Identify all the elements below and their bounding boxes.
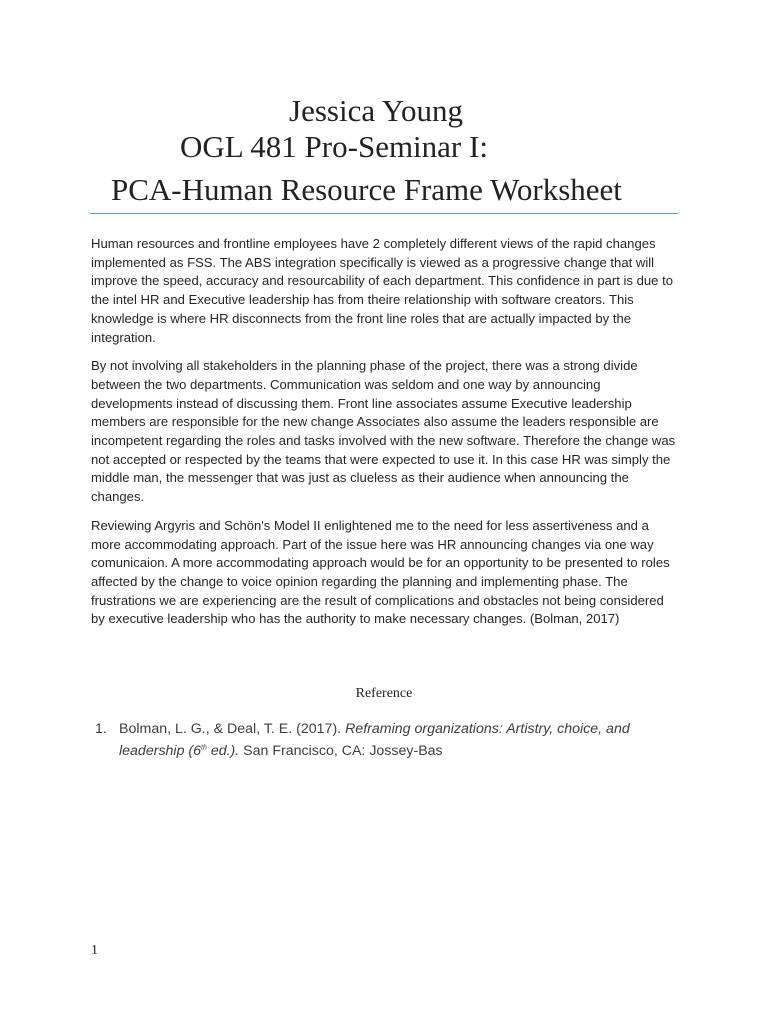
body-paragraph: Human resources and frontline employees have 2 completely different views of the rapid changes implemented as FSS. The ABS integration specifically is viewed as a progressive change that will improve the speed, accuracy and resourcability of each department. This confidence in part is due to the intel HR and Executive leadership has from theire relationship with software creators. This knowledge is where HR disconnects from the front line roles that are actually impacted by the integration.: [91, 236, 674, 345]
reference-edition: ed.).: [206, 743, 240, 759]
reference-publisher: San Francisco, CA: Jossey-Bas: [239, 743, 443, 759]
page-number: 1: [91, 943, 98, 958]
author-name: Jessica Young: [289, 93, 463, 128]
course-title: OGL 481 Pro-Seminar I:: [180, 129, 488, 164]
reference-list: [95, 718, 655, 762]
worksheet-title: PCA-Human Resource Frame Worksheet: [111, 172, 622, 207]
reference-edition-superscript: th: [201, 744, 207, 752]
reference-number: 1.: [95, 721, 107, 737]
body-paragraph: By not involving all stakeholders in the planning phase of the project, there was a strong divide between the two departments. Communication was seldom and one way by announcing developments instead of discussing them. Front line associates assume Executive leadership members are responsible for the new change Associates also assume the leaders responsible are incompetent regarding the roles and tasks involved with the new software. Therefore the change was not accepted or respected by the teams that were expected to use it. In this case HR was simply the middle man, the messenger that was just as clueless as their audience when announcing the changes.: [91, 358, 676, 505]
title-divider: [90, 213, 678, 214]
reference-authors: Bolman, L. G., & Deal, T. E. (2017).: [119, 721, 346, 737]
reference-item: [95, 718, 655, 762]
body-text: [91, 235, 681, 639]
reference-heading: Reference: [355, 686, 413, 701]
reference-title: Reframing organizations: Artistry, choice, and leadership (6: [119, 721, 630, 759]
body-paragraph: Reviewing Argyris and Schön's Model II enlightened me to the need for less assertiveness and a more accommodating approach. Part of the issue here was HR announcing changes via one way comunicaion. A more accommodating approach would be for an opportunity to be presented to roles affected by the change to voice opinion regarding the planning and implementing phase. The frustrations we are experiencing are the result of complications and obstacles not being considered by executive leadership who has the authority to make necessary changes. (Bolman, 2017): [91, 517, 670, 627]
